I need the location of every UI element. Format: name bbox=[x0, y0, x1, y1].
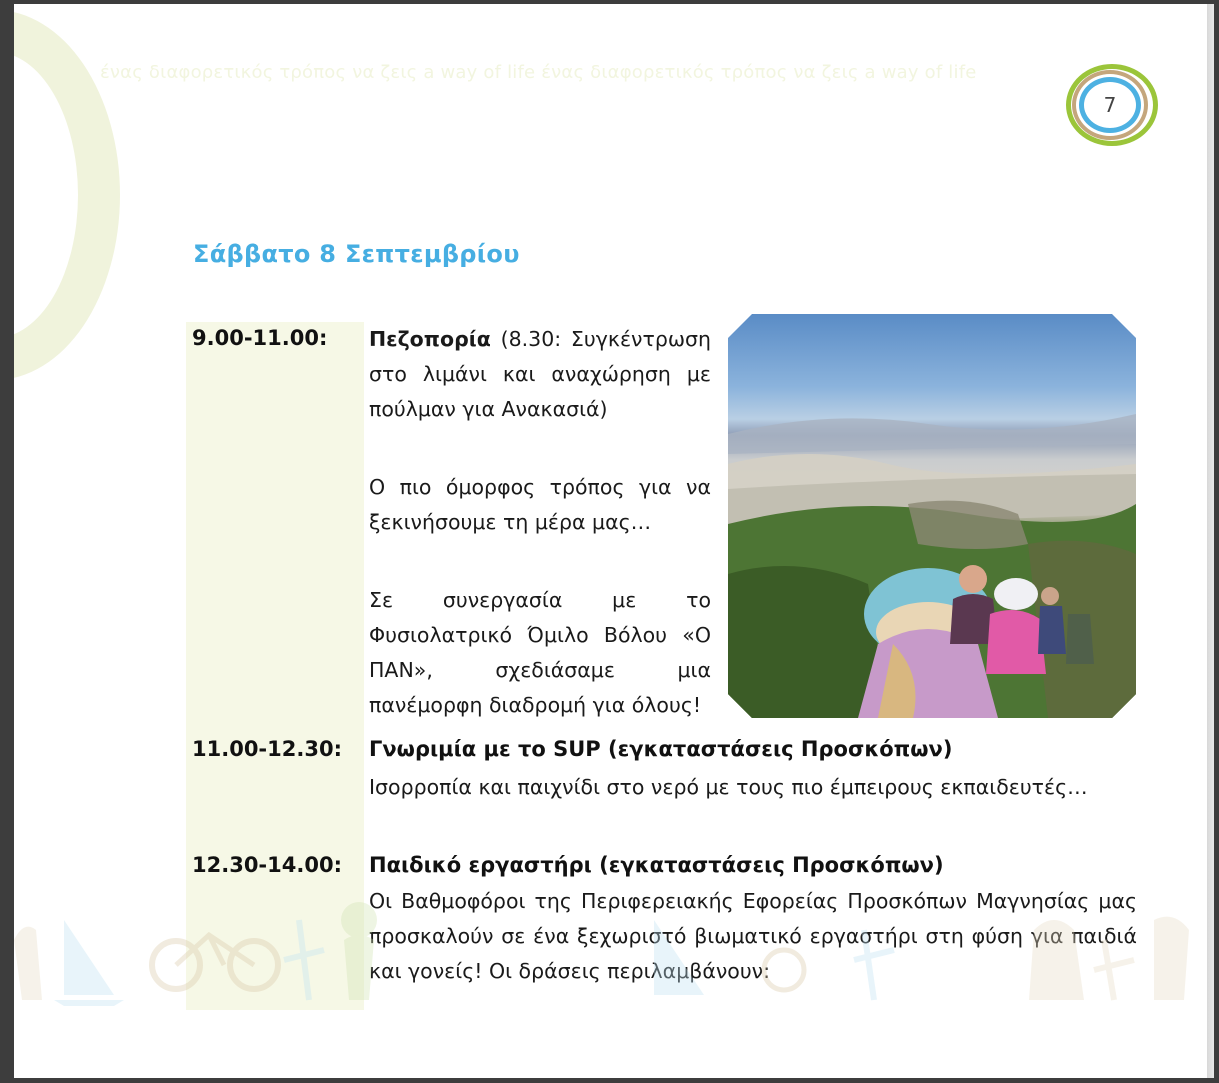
section-title: Σάββατο 8 Σεπτεμβρίου bbox=[193, 240, 520, 268]
event-2-title: Γνωριμία με το SUP (εγκαταστάσεις Προσκόπων) bbox=[369, 737, 953, 761]
event-1-title-suffix: (8.30: Συγκέντρωση στο λιμάνι και αναχώρηση με πούλμαν για Ανακασιά) bbox=[369, 327, 711, 421]
event-time-1: 9.00-11.00: bbox=[192, 326, 328, 350]
event-3-paragraph-1: Οι Βαθμοφόροι της Περιφερειακής Εφορείας Προσκόπων Μαγνησίας μας προσκαλούν σε ένα ξεχωριστό βιωματικό εργαστήρι στη φύση για παιδιά και γονείς! Οι δράσεις περιλαμβάνουν: bbox=[369, 889, 1137, 983]
header-tagline: ένας διαφορετικός τρόπος να ζεις a way of life ένας διαφορετικός τρόπος να ζεις a way of life bbox=[100, 62, 977, 83]
event-time-3: 12.30-14.00: bbox=[192, 853, 342, 877]
event-1-title: Πεζοπορία bbox=[369, 327, 491, 351]
event-2-paragraph-1: Ισορροπία και παιχνίδι στο νερό με τους πιο έμπειρους εκπαιδευτές… bbox=[369, 775, 1088, 799]
event-3-title: Παιδικό εργαστήρι (εγκαταστάσεις Προσκόπων) bbox=[369, 853, 944, 877]
event-1-intro bbox=[369, 322, 711, 427]
hiking-photo-illustration bbox=[728, 314, 1136, 718]
hiking-photo bbox=[728, 314, 1136, 718]
event-time-2: 11.00-12.30: bbox=[192, 737, 342, 761]
event-1-paragraph-1: Ο πιο όμορφος τρόπος για να ξεκινήσουμε τη μέρα μας… bbox=[369, 475, 711, 534]
event-1-paragraph-2: Σε συνεργασία με το Φυσιολατρικό Όμιλο Βόλου «Ο ΠΑΝ», σχεδιάσαμε μια πανέμορφη διαδρομή για όλους! bbox=[369, 588, 711, 717]
page-number-badge bbox=[1066, 64, 1162, 148]
page-edge-shadow bbox=[1207, 4, 1219, 1079]
footer-activity-silhouettes bbox=[14, 900, 1204, 1020]
page-number: 7 bbox=[1103, 93, 1117, 117]
